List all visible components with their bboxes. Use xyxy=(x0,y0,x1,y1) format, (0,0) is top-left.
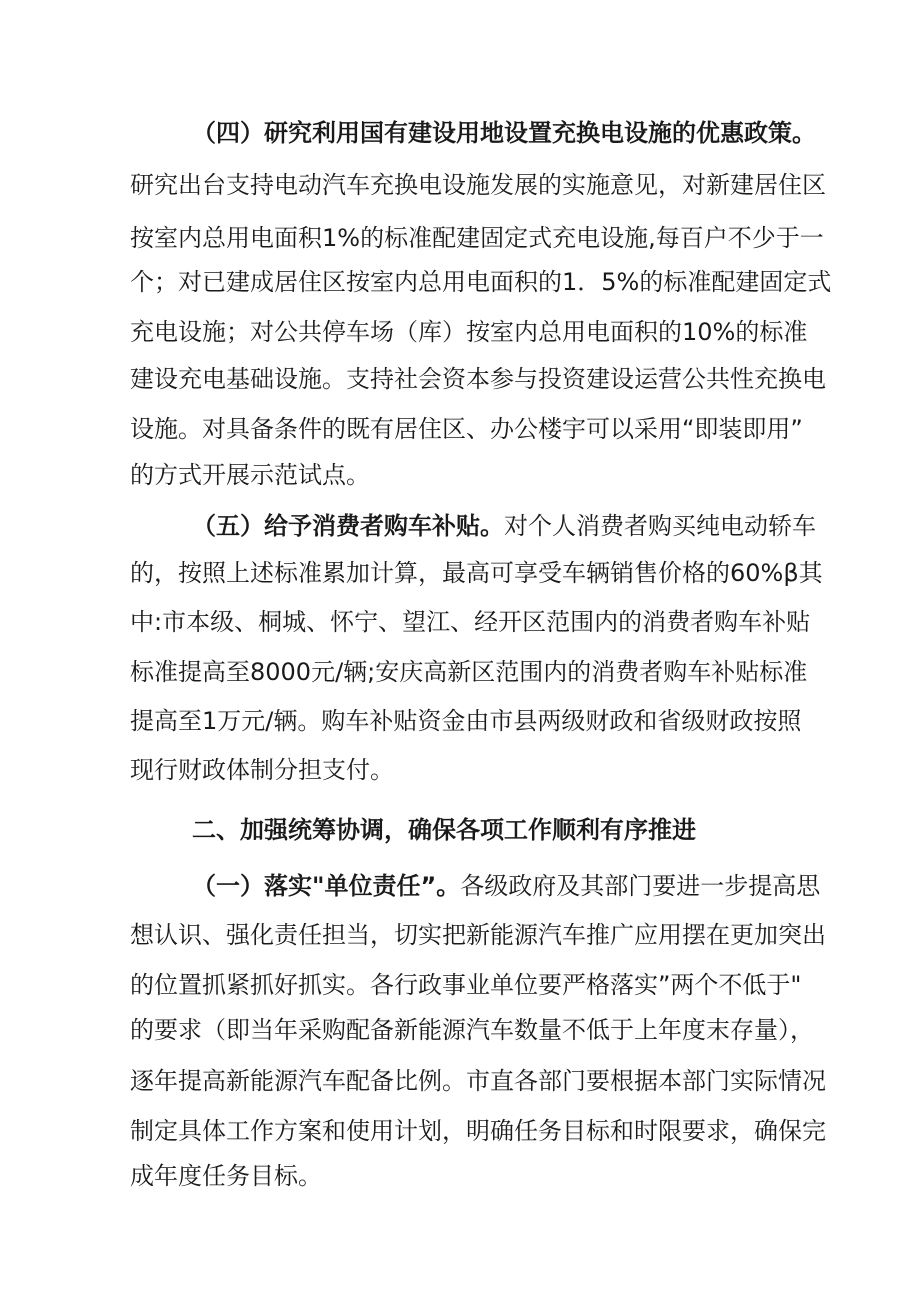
section-5-heading: （五）给予消费者购车补贴。 xyxy=(192,512,504,540)
section-5-line-3: 标准提高至8000元/辆;安庆高新区范围内的消费者购车补贴标准 xyxy=(130,658,808,686)
section-2-1-first-line xyxy=(192,866,820,906)
section-5-first-line xyxy=(192,506,816,546)
section-2-1-line-5: 制定具体工作方案和使用计划，明确任务目标和时限要求，确保完 xyxy=(130,1117,826,1145)
section-5-line-1: 的，按照上述标准累加计算，最高可享受车辆销售价格的60%β其 xyxy=(130,559,823,587)
section-4-line-6: 设施。对具备条件的既有居住区、办公楼宇可以采用“即装即用” xyxy=(130,415,803,443)
section-2-1-first-line-text: 各级政府及其部门要进一步提高思 xyxy=(460,872,821,900)
chapter-2-heading: 二、加强统筹协调，确保各项工作顺利有序推进 xyxy=(192,816,696,844)
section-2-1-line-6: 成年度任务目标。 xyxy=(130,1162,322,1190)
section-5-line-5: 现行财政体制分担支付。 xyxy=(130,756,394,784)
section-4-heading: （四）研究利用国有建设用地设置充换电设施的优惠政策。 xyxy=(192,119,816,147)
section-4-line-5: 建设充电基础设施。支持社会资本参与投资建设运营公共性充换电 xyxy=(130,365,826,393)
section-4-line-4: 充电设施；对公共停车场（库）按室内总用电面积的10%的标准 xyxy=(130,318,808,346)
section-4-line-7: 的方式开展示范试点。 xyxy=(130,461,370,489)
section-5-line-2: 中:市本级、桐城、怀宁、望江、经开区范围内的消费者购车补贴 xyxy=(130,608,811,636)
section-4-line-2: 按室内总用电面积1%的标准配建固定式充电设施,每百户不少于一 xyxy=(130,224,824,252)
section-5-line-4: 提高至1万元/辆。购车补贴资金由市县两级财政和省级财政按照 xyxy=(130,707,802,735)
section-2-1-line-4: 逐年提高新能源汽车配备比例。市直各部门要根据本部门实际情况 xyxy=(130,1067,826,1095)
section-4-line-3: 个；对已建成居住区按室内总用电面积的1．5%的标准配建固定式 xyxy=(130,268,832,296)
section-2-1-heading: （一）落实"单位责任”。 xyxy=(192,872,461,900)
section-4-line-1: 研究出台支持电动汽车充换电设施发展的实施意见，对新建居住区 xyxy=(130,171,826,199)
section-2-1-line-2: 的位置抓紧抓好抓实。各行政事业单位要严格落实”两个不低于" xyxy=(130,971,802,999)
section-5-first-line-text: 对个人消费者购买纯电动轿车 xyxy=(504,512,816,540)
section-2-1-line-1: 想认识、强化责任担当，切实把新能源汽车推广应用摆在更加突出 xyxy=(130,921,826,949)
section-2-1-line-3: 的要求（即当年采购配备新能源汽车数量不低于上年度末存量）， xyxy=(130,1016,814,1044)
